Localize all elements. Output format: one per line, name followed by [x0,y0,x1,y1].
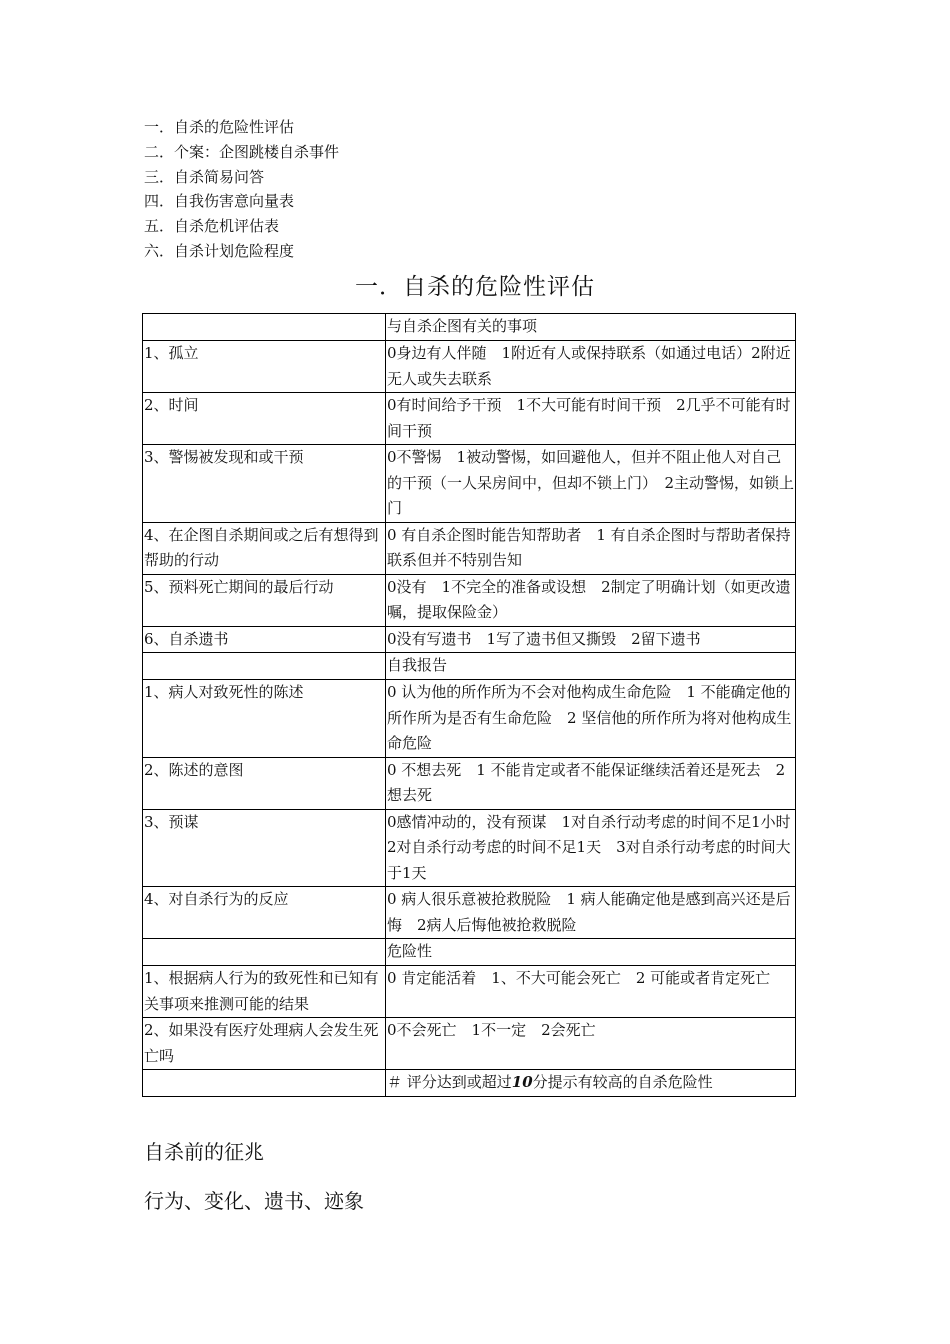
table-row [143,341,796,393]
empty-cell [143,939,386,966]
table-row [143,1018,796,1070]
note-suffix: 分提示有较高的自杀危险性 [532,1073,713,1091]
score-cell: 0有时间给予干预 1不大可能有时间干预 2几乎不可能有时间干预 [386,393,796,445]
item-cell: 1、根据病人行为的致死性和已知有关事项来推测可能的结果 [143,966,386,1018]
toc-item: 四．自我伤害意向量表 [144,192,295,211]
score-cell: 0 有自杀企图时能告知帮助者 1 有自杀企图时与帮助者保持联系但并不特别告知 [386,522,796,574]
score-cell: 0没有写遗书 1写了遗书但又撕毁 2留下遗书 [386,626,796,653]
item-cell: 2、时间 [143,393,386,445]
table-section-row [143,653,796,680]
table-row [143,445,796,523]
note-prefix: ＃ 评分达到或超过 [387,1073,512,1091]
section-label: 与自杀企图有关的事项 [386,314,796,341]
section-label: 自我报告 [386,653,796,680]
empty-cell [143,1070,386,1097]
empty-cell [143,314,386,341]
score-cell: 0不警惕 1被动警惕，如回避他人，但并不阻止他人对自己的干预（一人呆房间中，但却不锁上门） 2主动警惕，如锁上门 [386,445,796,523]
item-cell: 3、警惕被发现和或干预 [143,445,386,523]
item-cell: 4、在企图自杀期间或之后有想得到帮助的行动 [143,522,386,574]
table-row [143,966,796,1018]
score-cell: 0 肯定能活着 1、不大可能会死亡 2 可能或者肯定死亡 [386,966,796,1018]
item-cell: 1、病人对致死性的陈述 [143,680,386,758]
table-row [143,680,796,758]
table-row [143,393,796,445]
score-cell: 0身边有人伴随 1附近有人或保持联系（如通过电话）2附近无人或失去联系 [386,341,796,393]
item-cell: 6、自杀遗书 [143,626,386,653]
scoring-note [386,1070,796,1097]
item-cell: 4、对自杀行为的反应 [143,887,386,939]
score-cell: 0没有 1不完全的准备或设想 2制定了明确计划（如更改遗嘱，提取保险金） [386,574,796,626]
toc-item: 一．自杀的危险性评估 [144,118,295,136]
table-row [143,757,796,809]
table-of-contents [144,115,339,264]
score-cell: 0 不想去死 1 不能肯定或者不能保证继续活着还是死去 2想去死 [386,757,796,809]
section-label: 危险性 [386,939,796,966]
section-heading: 一．自杀的危险性评估 [355,274,595,300]
table-note-row [143,1070,796,1097]
table-row [143,574,796,626]
score-cell: 0感情冲动的，没有预谋 1对自杀行动考虑的时间不足1小时 2对自杀行动考虑的时间不足1天 3对自杀行动考虑的时间大于1天 [386,809,796,887]
item-cell: 3、预谋 [143,809,386,887]
table-row [143,522,796,574]
toc-item: 六．自杀计划危险程度 [144,241,295,260]
table-row [143,809,796,887]
table-row [143,887,796,939]
score-cell: 0 病人很乐意被抢救脱险 1 病人能确定他是感到高兴还是后悔 2病人后悔他被抢救脱险 [386,887,796,939]
item-cell: 2、如果没有医疗处理病人会发生死亡吗 [143,1018,386,1070]
item-cell: 2、陈述的意图 [143,757,386,809]
table-section-row [143,939,796,966]
risk-assessment-table [142,313,806,1097]
table-row [143,626,796,653]
note-threshold: 10 [511,1073,533,1091]
toc-item: 五．自杀危机评估表 [144,217,280,236]
toc-item: 二．个案：企图跳楼自杀事件 [144,142,340,161]
score-cell: 0 认为他的所作所为不会对他构成生命危险 1 不能确定他的所作所为是否有生命危险 2 坚信他的所作所为将对他构成生命危险 [386,680,796,758]
warning-signs-list: 行为、变化、遗书、迹象 [144,1189,364,1213]
empty-cell [143,653,386,680]
item-cell: 1、孤立 [143,341,386,393]
score-cell: 0不会死亡 1不一定 2会死亡 [386,1018,796,1070]
item-cell: 5、预料死亡期间的最后行动 [143,574,386,626]
table-section-row [143,314,796,341]
warning-signs-title: 自杀前的征兆 [144,1140,264,1164]
toc-item: 三．自杀简易问答 [144,167,265,186]
